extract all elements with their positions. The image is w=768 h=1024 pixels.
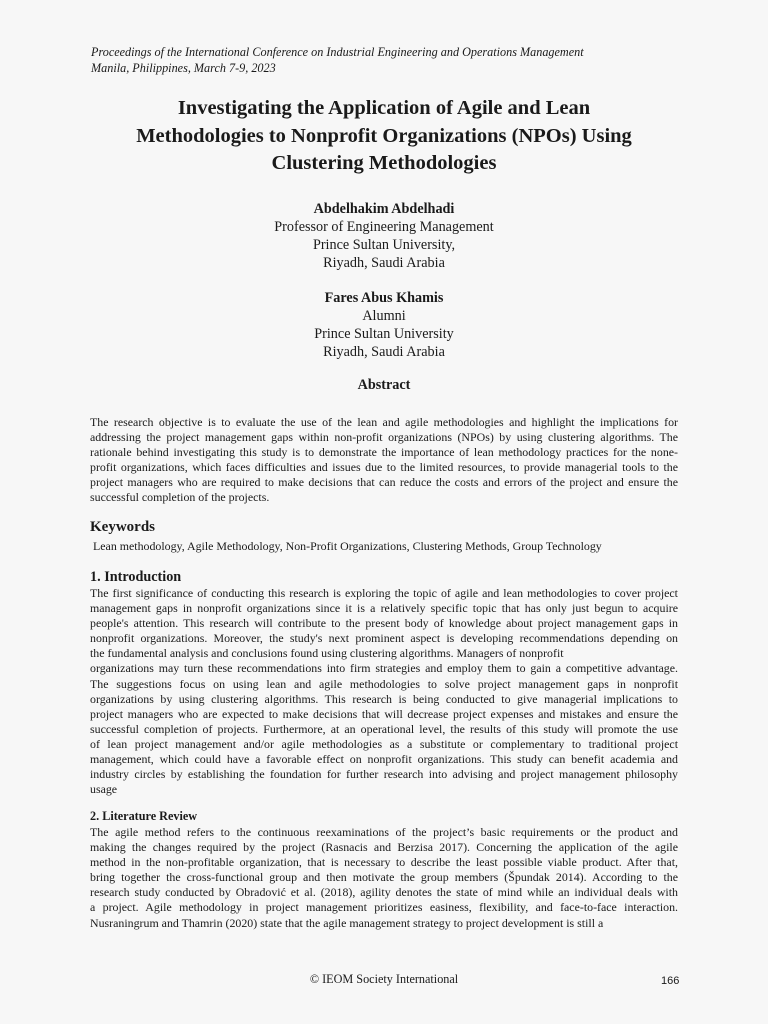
text-line: research study conducted by Obradović et al. (2018), agility denotes the state of mind while an individual deals with <box>90 885 678 900</box>
author-name: Abdelhakim Abdelhadi <box>313 201 455 217</box>
author-affiliation-line: Prince Sultan University <box>314 326 454 342</box>
header-line-1: Proceedings of the International Conference on Industrial Engineering and Operations Management <box>91 45 584 59</box>
text-line: The suggestions focus on using lean and agile methodologies to solve project management gaps in nonprofit <box>90 676 678 691</box>
paper-title <box>90 95 678 178</box>
abstract-body <box>90 415 678 506</box>
author-affiliation-line: Alumni <box>362 308 406 324</box>
title-line-3: Clustering Methodologies <box>271 152 497 174</box>
author-block-1 <box>90 200 678 272</box>
running-header <box>91 44 584 76</box>
page-number: 166 <box>661 975 680 987</box>
author-affiliation-line: Riyadh, Saudi Arabia <box>323 255 445 271</box>
author-affiliation-line: Professor of Engineering Management <box>274 219 494 235</box>
text-line: method in the non-profitable organization, that is necessary to describe the least possible viable product. After that, <box>90 855 678 870</box>
text-line: The research objective is to evaluate the use of the lean and agile methodologies and highlight the implications for <box>90 415 678 429</box>
text-line: successful completion of projects. Furthermore, at an operational level, the results of this study will promote the use <box>90 721 678 736</box>
text-line: addressing the project management gaps within non-profit organizations (NPOs) by using clustering algorithms. The <box>90 430 678 445</box>
text-line: industry circles by establishing the foundation for further research into advising and project management philosophy <box>90 767 678 782</box>
text-line: The first significance of conducting this research is exploring the topic of agile and lean methodologies to cover project <box>90 586 678 600</box>
text-line: profit organizations, which faces difficulties and issues due to the limited resources, to provide managerial tools to the <box>90 460 678 475</box>
text-line: organizations by using clustering algorithms. This research is being conducted to give managerial implications to <box>90 691 678 706</box>
text-line: Nusraningrum and Thamrin (2020) state that the agile management strategy to project development is still a <box>90 915 604 930</box>
text-line: successful completion of the projects. <box>90 490 270 505</box>
text-line: bring together the cross-functional group and then motivate the group members (Špundak 2014). According to the <box>90 870 678 885</box>
author-block-2 <box>90 289 678 361</box>
text-line: organizations may turn these recommendations into firm strategies and employ them to gain a competitive advantage. <box>90 661 678 676</box>
text-line: people's attention. This research will contribute to the present body of knowledge about project management gaps in <box>90 616 678 631</box>
header-line-2: Manila, Philippines, March 7-9, 2023 <box>91 61 276 75</box>
introduction-heading: 1. Introduction <box>90 569 182 585</box>
text-line: management gaps in nonprofit organizations since it is a relatively specific topic that has only just begun to acquire <box>90 601 678 616</box>
author-name: Fares Abus Khamis <box>324 290 444 306</box>
footer-copyright: © IEOM Society International <box>309 972 459 986</box>
text-line: project managers who are required to make decisions that can reduce the costs and errors of the project and ensure the <box>90 475 678 490</box>
literature-review-body <box>90 825 678 931</box>
text-line: rationale behind investigating this study is to demonstrate the importance of lean methodology practices for the none- <box>90 445 678 460</box>
text-line: usage <box>90 782 118 797</box>
text-line: management, which could have a favorable effect on nonprofit organizations. This study can benefit academia and <box>90 752 678 767</box>
keywords-text: Lean methodology, Agile Methodology, Non-Profit Organizations, Clustering Methods, Group Technology <box>93 539 602 553</box>
text-line: a project. Agile methodology in project management prioritizes easiness, flexibility, and face-to-face interaction. <box>90 900 678 915</box>
title-line-2: Methodologies to Nonprofit Organizations (NPOs) Using <box>136 124 632 147</box>
text-line: The agile method refers to the continuous reexaminations of the project’s basic requirements or the product and <box>90 825 678 839</box>
literature-review-heading: 2. Literature Review <box>90 809 198 823</box>
text-line: making the changes required by the project (Rasnacis and Berzisa 2017). Concerning the application of the agile <box>90 840 678 855</box>
abstract-heading: Abstract <box>357 377 411 393</box>
introduction-body <box>90 586 678 797</box>
text-line: nonprofit organizations. Moreover, the study's next prominent aspect is developing recommendations depending on <box>90 631 678 646</box>
author-affiliation-line: Prince Sultan University, <box>312 237 456 253</box>
keywords-heading: Keywords <box>90 519 155 535</box>
title-line-1: Investigating the Application of Agile and Lean <box>177 97 591 119</box>
author-affiliation-line: Riyadh, Saudi Arabia <box>323 344 445 360</box>
text-line: the fundamental analysis and conclusions found using clustering algorithms. Managers of nonprofit <box>90 646 564 661</box>
text-line: of lean project management and/or agile methodologies as a substitute or complementary to traditional project <box>90 736 678 751</box>
text-line: project managers who are expected to make decisions that will decrease project expenses and mistakes and ensure the <box>90 706 678 721</box>
